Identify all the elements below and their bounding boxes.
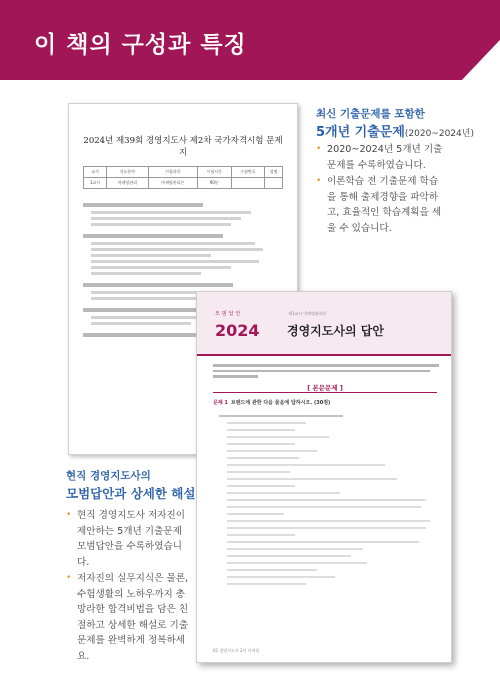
section-divider xyxy=(213,392,437,393)
feature-right-title-sub: (2020~2024년) xyxy=(404,129,474,139)
list-item xyxy=(66,571,192,664)
answer-kicker: 모범답안 xyxy=(215,311,243,317)
exam-title: 2024년 제39회 경영지도사 제2차 국가자격시험 문제지 xyxy=(83,136,283,158)
bullet-text: 이론학습 전 기출문제 학습을 통해 출제경향을 파악하고, 효율적인 학습계획을 세울 수 있습니다. xyxy=(327,176,442,234)
feature-left-list xyxy=(66,508,192,665)
table-cell xyxy=(231,178,265,189)
table-cell: 1교시 xyxy=(84,178,107,189)
feature-left-title: 모범답안과 상세한 해설 xyxy=(66,486,196,501)
bullet-text: 저자진의 실무지식은 물론, 수험생활의 노하우까지 총망라한 합격비법을 담은 친절하고 상세한 해설로 기출문제를 완벽하게 정복하세요. xyxy=(77,573,189,662)
question-heading xyxy=(213,399,330,406)
answer-intro-text xyxy=(213,364,439,381)
table-cell: 시험시간 xyxy=(197,167,231,178)
exam-info-table xyxy=(83,166,283,189)
list-item xyxy=(316,174,444,236)
answer-title: 경영지도사의 답안 xyxy=(287,324,384,338)
answer-year: 2024 xyxy=(215,321,260,340)
feature-right-title-main: 5개년 기출문제 xyxy=(316,125,405,140)
table-cell: 시험과목 xyxy=(148,167,197,178)
table-cell: 마케팅관리론 xyxy=(148,178,197,189)
list-item xyxy=(316,142,444,173)
page-footer: 02 경영지도사 2차 마케팅 xyxy=(213,648,260,653)
feature-right-list xyxy=(316,142,444,237)
table-cell xyxy=(265,178,283,189)
bullet-icon: • xyxy=(66,510,72,520)
table-cell: 교시 xyxy=(84,167,107,178)
answer-subkicker: 제1교시 마케팅관리론 xyxy=(288,311,327,316)
question-tag: 문제 1 xyxy=(213,400,228,406)
header-divider xyxy=(197,354,452,356)
table-cell: 성명 xyxy=(265,167,283,178)
list-item xyxy=(66,508,192,570)
answer-body-text xyxy=(213,410,439,585)
bullet-text: 2020~2024년 5개년 기출문제를 수록하였습니다. xyxy=(327,144,443,171)
feature-left-kicker: 현직 경영지도사의 xyxy=(66,470,151,482)
bullet-icon: • xyxy=(316,144,322,154)
table-cell: 마케팅관리 xyxy=(107,178,149,189)
answer-page-image xyxy=(196,291,452,663)
feature-right-title xyxy=(316,121,474,140)
table-cell: 지도분야 xyxy=(107,167,149,178)
bullet-text: 현직 경영지도사 저자진이 제안하는 5개년 기출문제 모범답안을 수록하였습니다. xyxy=(77,510,186,568)
bullet-icon: • xyxy=(66,573,72,583)
question-text: 브랜드에 관한 다음 물음에 답하시오. (30점) xyxy=(230,400,331,406)
section-label: 본문문제 xyxy=(312,384,338,392)
page-title: 이 책의 구성과 특징 xyxy=(34,32,247,58)
feature-right-kicker: 최신 기출문제를 포함한 xyxy=(316,108,425,120)
section-heading: [ 본문문제 ] xyxy=(307,384,343,392)
table-cell: 90분 xyxy=(197,178,231,189)
table-cell: 수험번호 xyxy=(231,167,265,178)
header-banner xyxy=(0,0,500,80)
bullet-icon: • xyxy=(316,176,322,186)
